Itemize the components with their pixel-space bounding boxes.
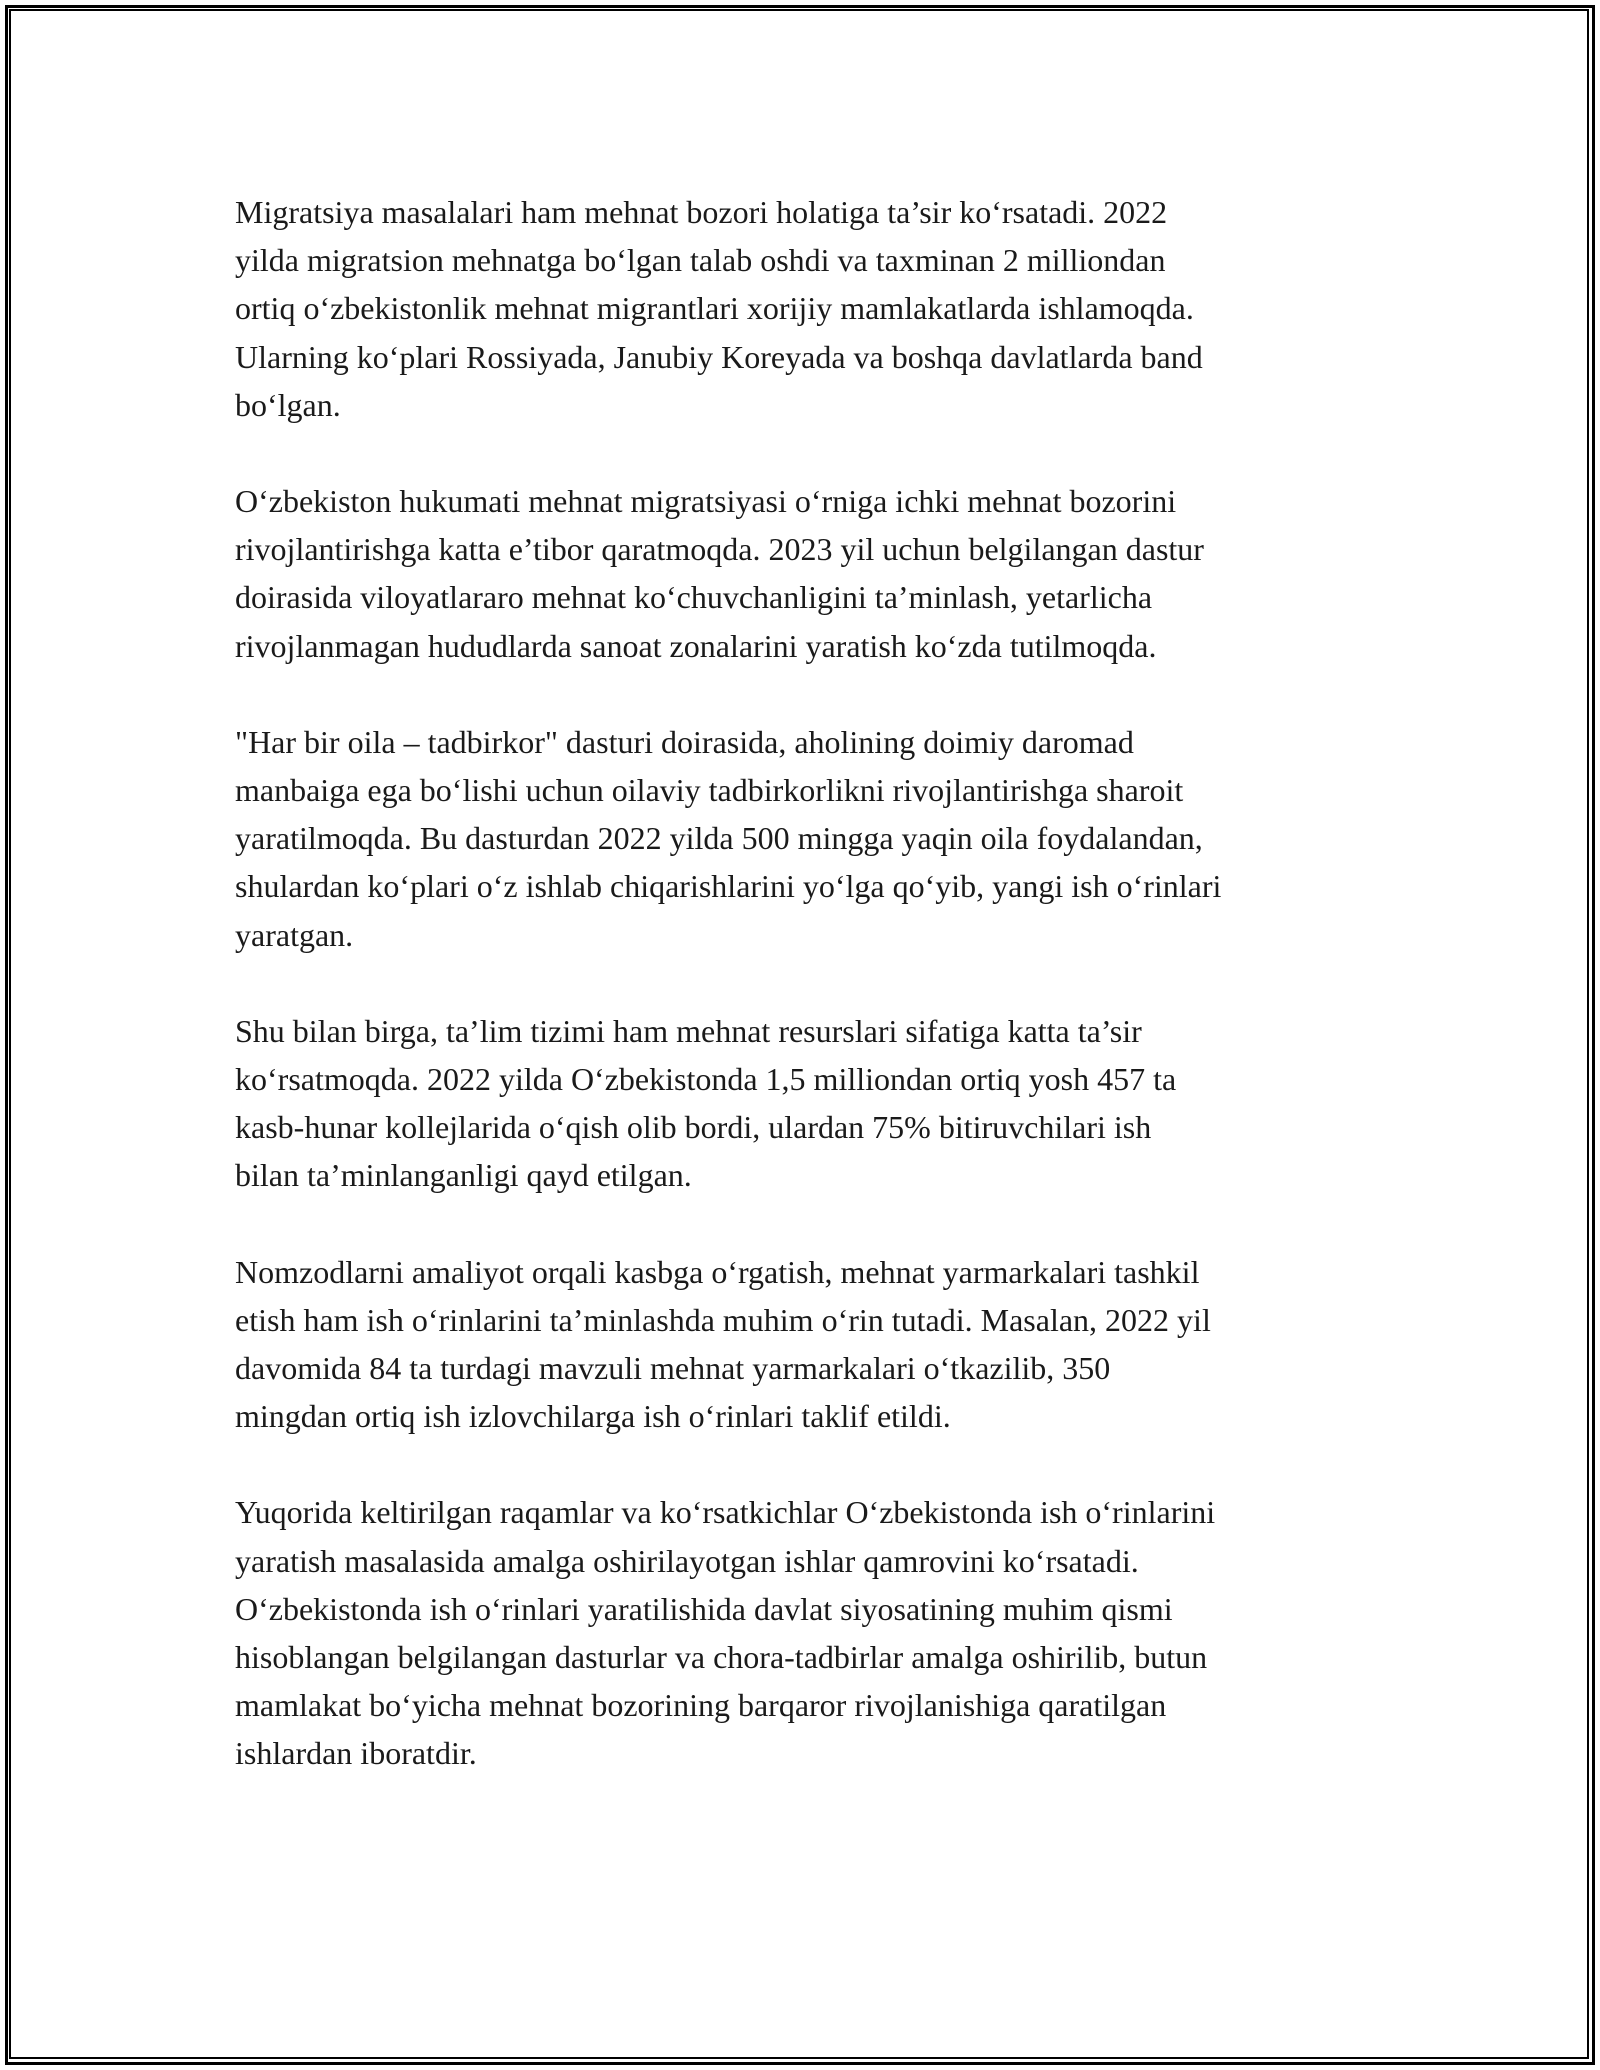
paragraph-family-entrepreneurship: "Har bir oila – tadbirkor" dasturi doirasida, aholining doimiy daromad manbaiga ega bo‘lishi uchun oilaviy tadbirkorlikni rivojlantirishga sharoit yaratilmoqda. Bu dasturdan 2022 yilda 500 mingga yaqin oila foydalandan, shulardan ko‘plari o‘z ishlab chiqarishlarini yo‘lga qo‘yib, yangi ish o‘rinlari yaratgan.: [235, 723, 1222, 953]
document-body: [235, 188, 1395, 1826]
paragraph-internal-labor-market: O‘zbekiston hukumati mehnat migratsiyasi o‘rniga ichki mehnat bozorini rivojlantirishga katta e’tibor qaratmoqda. 2023 yil uchun belgilangan dastur doirasida viloyatlararo mehnat ko‘chuvchanligini ta’minlash, yetarlicha rivojlanmagan hududlarda sanoat zonalarini yaratish ko‘zda tutilmoqda.: [235, 483, 1204, 664]
paragraph-conclusion: Yuqorida keltirilgan raqamlar va ko‘rsatkichlar O‘zbekistonda ish o‘rinlarini yaratish masalasida amalga oshirilayotgan ishlar qamrovini ko‘rsatadi. O‘zbekistonda ish o‘rinlari yaratilishida davlat siyosatining muhim qismi hisoblangan belgilangan dasturlar va chora-tadbirlar amalga oshirilib, butun mamlakat bo‘yicha mehnat bozorining barqaror rivojlanishiga qaratilgan ishlardan iboratdir.: [235, 1494, 1216, 1772]
paragraph-education-system: Shu bilan birga, ta’lim tizimi ham mehnat resurslari sifatiga katta ta’sir ko‘rsatmoqda. 2022 yilda O‘zbekistonda 1,5 milliondan ortiq yosh 457 ta kasb-hunar kollejlarida o‘qish olib bordi, ulardan 75% bitiruvchilari ish bilan ta’minlanganligi qayd etilgan.: [235, 1012, 1177, 1194]
paragraph-migration: Migratsiya masalalari ham mehnat bozori holatiga ta’sir ko‘rsatadi. 2022 yilda migratsion mehnatga bo‘lgan talab oshdi va taxminan 2 milliondan ortiq o‘zbekistonlik mehnat migrantlari xorijiy mamlakatlarda ishlamoqda. Ularning ko‘plari Rossiyada, Janubiy Koreyada va boshqa davlatlarda band bo‘lgan.: [235, 194, 1203, 423]
paragraph-job-fairs: Nomzodlarni amaliyot orqali kasbga o‘rgatish, mehnat yarmarkalari tashkil etish ham ish o‘rinlarini ta’minlashda muhim o‘rin tutadi. Masalan, 2022 yil davomida 84 ta turdagi mavzuli mehnat yarmarkalari o‘tkazilib, 350 mingdan ortiq ish izlovchilarga ish o‘rinlari taklif etildi.: [235, 1253, 1211, 1435]
